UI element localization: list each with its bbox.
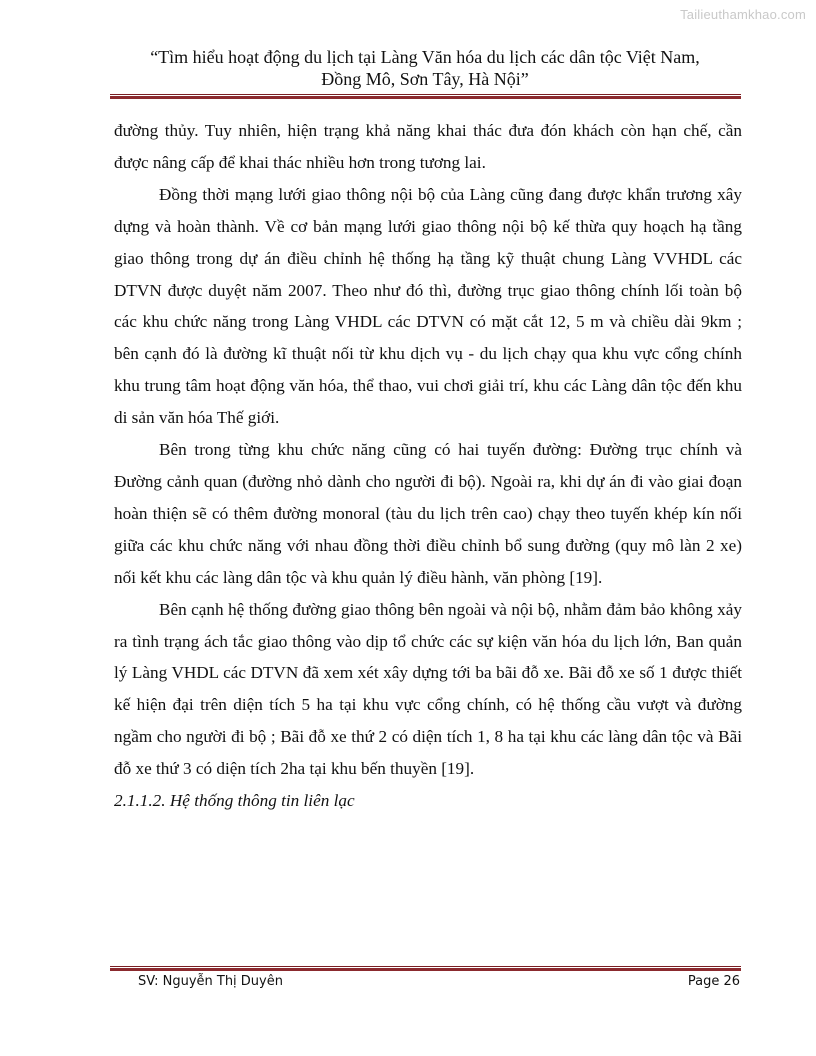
body-text xyxy=(114,115,742,817)
paragraph-zone-routes: Bên trong từng khu chức năng cũng có hai tuyến đường: Đường trục chính và Đường cảnh quan (đường nhỏ dành cho người đi bộ). Ngoài ra, khi dự án đi vào giai đoạn hoàn thiện sẽ có thêm đường monoral (tàu du lịch trên cao) chạy theo tuyến khép kín nối giữa các khu chức năng với nhau đồng thời điều chỉnh bổ sung đường (quy mô làn 2 xe) nối kết khu các làng dân tộc và khu quản lý điều hành, văn phòng [19]. xyxy=(114,440,742,587)
watermark: Tailieuthamkhao.com xyxy=(680,7,806,22)
footer-student-name: SV: Nguyễn Thị Duyên xyxy=(138,974,283,989)
header-divider xyxy=(110,94,741,99)
section-heading: 2.1.1.2. Hệ thống thông tin liên lạc xyxy=(114,791,355,811)
header-title-line-2: Đồng Mô, Sơn Tây, Hà Nội” xyxy=(321,69,529,89)
footer-divider xyxy=(110,966,741,971)
paragraph-continuation: đường thủy. Tuy nhiên, hiện trạng khả năng khai thác đưa đón khách còn hạn chế, cần được nâng cấp để khai thác nhiều hơn trong tương lai. xyxy=(114,121,742,172)
paragraph-parking: Bên cạnh hệ thống đường giao thông bên ngoài và nội bộ, nhằm đảm bảo không xảy ra tình trạng ách tắc giao thông vào dịp tổ chức các sự kiện văn hóa du lịch lớn, Ban quản lý Làng VHDL các DTVN đã xem xét xây dựng tới ba bãi đỗ xe. Bãi đỗ xe số 1 được thiết kế hiện đại trên diện tích 5 ha tại khu vực cổng chính, có hệ thống cầu vượt và đường ngầm cho người đi bộ ; Bãi đỗ xe thứ 2 có diện tích 1, 8 ha tại khu các làng dân tộc và Bãi đỗ xe thứ 3 có diện tích 2ha tại khu bến thuyền [19]. xyxy=(114,599,742,779)
header-title-line-1: “Tìm hiểu hoạt động du lịch tại Làng Văn hóa du lịch các dân tộc Việt Nam, xyxy=(150,47,700,67)
running-header xyxy=(110,46,740,90)
page-number: Page 26 xyxy=(687,974,740,989)
paragraph-internal-roads: Đồng thời mạng lưới giao thông nội bộ của Làng cũng đang được khẩn trương xây dựng và hoàn thành. Về cơ bản mạng lưới giao thông nội bộ kế thừa quy hoạch hạ tầng giao thông trong dự án điều chỉnh hệ thống hạ tầng kỹ thuật chung Làng VVHDL các DTVN được duyệt năm 2007. Theo như đó thì, đường trục giao thông chính lối toàn bộ các khu chức năng trong Làng VHDL các DTVN có mặt cắt 12, 5 m và chiều dài 9km ; bên cạnh đó là đường kĩ thuật nối từ khu dịch vụ - du lịch chạy qua khu vực cổng chính khu trung tâm hoạt động văn hóa, thể thao, vui chơi giải trí, khu các Làng dân tộc đến khu di sản văn hóa Thế giới. xyxy=(114,184,742,428)
